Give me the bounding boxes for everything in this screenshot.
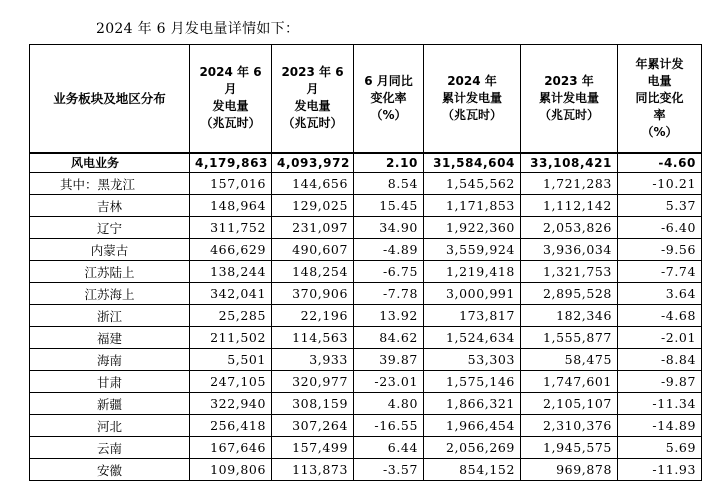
- jun-2023-value: 148,254: [272, 261, 354, 283]
- region-name: 云南: [30, 437, 190, 459]
- jun-2024-value: 247,105: [190, 371, 272, 393]
- jun-yoy-value: 2.10: [354, 153, 424, 173]
- region-name: 新疆: [30, 393, 190, 415]
- region-name: 海南: [30, 349, 190, 371]
- header-line: （兆瓦时）: [282, 116, 343, 131]
- ytd-2023-value: 182,346: [521, 305, 618, 327]
- header-jun-yoy: [354, 45, 424, 153]
- jun-yoy-value: 84.62: [354, 327, 424, 349]
- table-row: [30, 261, 702, 283]
- header-line: 发电量: [294, 99, 331, 114]
- jun-2023-value: 113,873: [272, 459, 354, 481]
- region-name: 甘肃: [30, 371, 190, 393]
- jun-2024-value: 5,501: [190, 349, 272, 371]
- table-row: [30, 305, 702, 327]
- header-line: 2024 年: [447, 73, 497, 88]
- header-line: 累计发电量: [441, 90, 502, 105]
- header-line: （%）: [370, 107, 407, 122]
- jun-2024-value: 211,502: [190, 327, 272, 349]
- table-row: [30, 327, 702, 349]
- jun-2023-value: 4,093,972: [272, 153, 354, 173]
- jun-2023-value: 231,097: [272, 217, 354, 239]
- ytd-2023-value: 33,108,421: [521, 153, 618, 173]
- header-row: [30, 45, 702, 153]
- jun-2024-value: 138,244: [190, 261, 272, 283]
- jun-yoy-value: -16.55: [354, 415, 424, 437]
- jun-2024-value: 157,016: [190, 173, 272, 195]
- jun-2023-value: 307,264: [272, 415, 354, 437]
- table-row: [30, 283, 702, 305]
- header-line: （%）: [641, 124, 678, 139]
- ytd-yoy-value: -11.34: [618, 393, 702, 415]
- header-line: 年累计发: [635, 56, 684, 71]
- jun-2024-value: 342,041: [190, 283, 272, 305]
- header-jun-2024: [190, 45, 272, 153]
- header-line: 电量: [647, 73, 672, 88]
- jun-2023-value: 157,499: [272, 437, 354, 459]
- ytd-2024-value: 1,171,853: [424, 195, 521, 217]
- region-name: 风电业务: [30, 153, 190, 173]
- ytd-2024-value: 31,584,604: [424, 153, 521, 173]
- region-name: 河北: [30, 415, 190, 437]
- header-line: 2024 年 6 月: [199, 65, 262, 97]
- ytd-2023-value: 1,945,575: [521, 437, 618, 459]
- ytd-yoy-value: 5.69: [618, 437, 702, 459]
- ytd-yoy-value: -7.74: [618, 261, 702, 283]
- table-body: [30, 153, 702, 481]
- ytd-yoy-value: 3.64: [618, 283, 702, 305]
- table-row: [30, 173, 702, 195]
- table-row: [30, 349, 702, 371]
- region-name: 吉林: [30, 195, 190, 217]
- region-name: 内蒙古: [30, 239, 190, 261]
- header-line: 累计发电量: [538, 90, 599, 105]
- jun-yoy-value: -4.89: [354, 239, 424, 261]
- ytd-2023-value: 3,936,034: [521, 239, 618, 261]
- ytd-2024-value: 53,303: [424, 349, 521, 371]
- ytd-yoy-value: -4.68: [618, 305, 702, 327]
- ytd-2024-value: 1,524,634: [424, 327, 521, 349]
- ytd-yoy-value: -10.21: [618, 173, 702, 195]
- jun-yoy-value: 6.44: [354, 437, 424, 459]
- jun-2023-value: 22,196: [272, 305, 354, 327]
- header-line: 率: [653, 107, 666, 122]
- header-line: 变化率: [370, 90, 407, 105]
- table-row: [30, 217, 702, 239]
- ytd-2023-value: 2,310,376: [521, 415, 618, 437]
- header-line: 2023 年: [544, 73, 594, 88]
- header-ytd-yoy: [618, 45, 702, 153]
- jun-yoy-value: 13.92: [354, 305, 424, 327]
- header-ytd-2023: [521, 45, 618, 153]
- ytd-yoy-value: -6.40: [618, 217, 702, 239]
- jun-2024-value: 311,752: [190, 217, 272, 239]
- header-line: 同比变化: [635, 90, 684, 105]
- ytd-2024-value: 854,152: [424, 459, 521, 481]
- ytd-yoy-value: -11.93: [618, 459, 702, 481]
- jun-2024-value: 167,646: [190, 437, 272, 459]
- region-name: 江苏陆上: [30, 261, 190, 283]
- header-line: 2023 年 6 月: [281, 65, 344, 97]
- jun-2024-value: 256,418: [190, 415, 272, 437]
- ytd-2024-value: 1,866,321: [424, 393, 521, 415]
- header-line: （兆瓦时）: [200, 116, 261, 131]
- total-row: [30, 153, 702, 173]
- ytd-yoy-value: -9.56: [618, 239, 702, 261]
- jun-2024-value: 466,629: [190, 239, 272, 261]
- table-row: [30, 459, 702, 481]
- jun-yoy-value: -3.57: [354, 459, 424, 481]
- header-line: 发电量: [212, 99, 249, 114]
- ytd-2023-value: 2,105,107: [521, 393, 618, 415]
- jun-yoy-value: -6.75: [354, 261, 424, 283]
- jun-yoy-value: 39.87: [354, 349, 424, 371]
- ytd-2023-value: 1,321,753: [521, 261, 618, 283]
- ytd-yoy-value: -14.89: [618, 415, 702, 437]
- jun-2023-value: 370,906: [272, 283, 354, 305]
- ytd-2023-value: 1,721,283: [521, 173, 618, 195]
- jun-yoy-value: 34.90: [354, 217, 424, 239]
- region-name: 其中：黑龙江: [30, 173, 190, 195]
- jun-2024-value: 25,285: [190, 305, 272, 327]
- jun-2024-value: 322,940: [190, 393, 272, 415]
- table-row: [30, 437, 702, 459]
- ytd-2024-value: 3,000,991: [424, 283, 521, 305]
- jun-2023-value: 129,025: [272, 195, 354, 217]
- ytd-2023-value: 1,112,142: [521, 195, 618, 217]
- ytd-2024-value: 2,056,269: [424, 437, 521, 459]
- region-name: 辽宁: [30, 217, 190, 239]
- header-region: 业务板块及地区分布: [30, 45, 190, 153]
- jun-yoy-value: -7.78: [354, 283, 424, 305]
- ytd-2024-value: 1,922,360: [424, 217, 521, 239]
- jun-2023-value: 114,563: [272, 327, 354, 349]
- jun-2023-value: 144,656: [272, 173, 354, 195]
- header-line: （兆瓦时）: [441, 107, 502, 122]
- ytd-yoy-value: -8.84: [618, 349, 702, 371]
- jun-yoy-value: -23.01: [354, 371, 424, 393]
- header-line: 6 月同比: [364, 73, 413, 88]
- jun-2023-value: 3,933: [272, 349, 354, 371]
- ytd-2023-value: 2,895,528: [521, 283, 618, 305]
- table-row: [30, 195, 702, 217]
- ytd-2023-value: 969,878: [521, 459, 618, 481]
- header-ytd-2024: [424, 45, 521, 153]
- table-row: [30, 415, 702, 437]
- ytd-2023-value: 1,555,877: [521, 327, 618, 349]
- ytd-yoy-value: -9.87: [618, 371, 702, 393]
- ytd-2024-value: 1,545,562: [424, 173, 521, 195]
- ytd-2024-value: 3,559,924: [424, 239, 521, 261]
- ytd-2023-value: 2,053,826: [521, 217, 618, 239]
- jun-2024-value: 4,179,863: [190, 153, 272, 173]
- region-name: 安徽: [30, 459, 190, 481]
- table-row: [30, 393, 702, 415]
- generation-table: [29, 44, 702, 481]
- jun-2023-value: 308,159: [272, 393, 354, 415]
- ytd-2024-value: 173,817: [424, 305, 521, 327]
- table-row: [30, 239, 702, 261]
- jun-yoy-value: 4.80: [354, 393, 424, 415]
- ytd-yoy-value: -4.60: [618, 153, 702, 173]
- table-row: [30, 371, 702, 393]
- jun-2023-value: 320,977: [272, 371, 354, 393]
- ytd-yoy-value: -2.01: [618, 327, 702, 349]
- ytd-2024-value: 1,966,454: [424, 415, 521, 437]
- ytd-2024-value: 1,575,146: [424, 371, 521, 393]
- ytd-2024-value: 1,219,418: [424, 261, 521, 283]
- header-line: （兆瓦时）: [538, 107, 599, 122]
- jun-2024-value: 109,806: [190, 459, 272, 481]
- jun-yoy-value: 8.54: [354, 173, 424, 195]
- ytd-yoy-value: 5.37: [618, 195, 702, 217]
- header-jun-2023: [272, 45, 354, 153]
- region-name: 江苏海上: [30, 283, 190, 305]
- jun-2024-value: 148,964: [190, 195, 272, 217]
- table-header: [30, 45, 702, 153]
- jun-yoy-value: 15.45: [354, 195, 424, 217]
- jun-2023-value: 490,607: [272, 239, 354, 261]
- region-name: 浙江: [30, 305, 190, 327]
- region-name: 福建: [30, 327, 190, 349]
- ytd-2023-value: 1,747,601: [521, 371, 618, 393]
- intro-text: 2024 年 6 月发电量详情如下：: [96, 21, 300, 37]
- ytd-2023-value: 58,475: [521, 349, 618, 371]
